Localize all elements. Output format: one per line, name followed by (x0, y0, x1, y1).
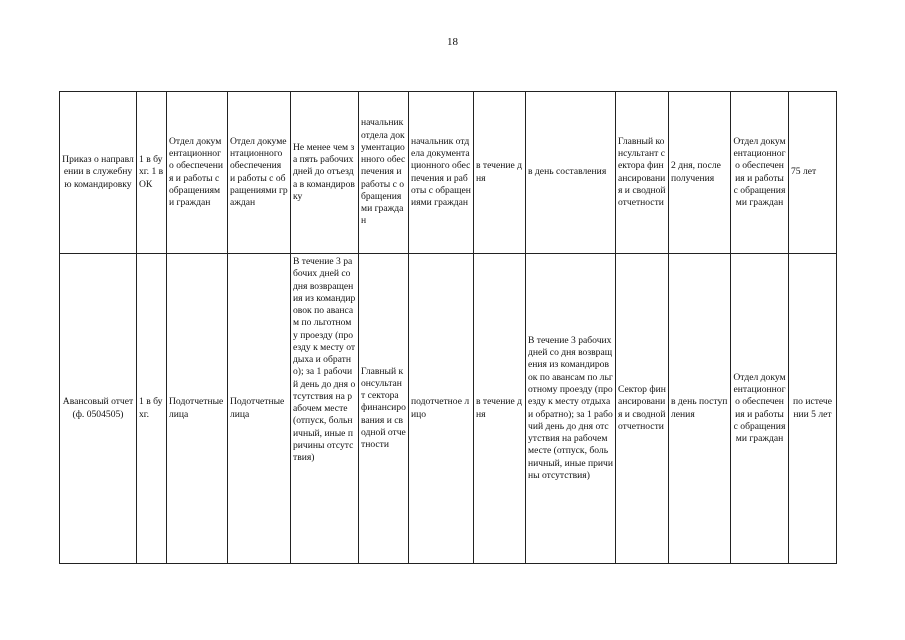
storage-place-cell: Отдел документационного обеспечения и работы с обращениями граждан (731, 92, 789, 254)
submit-time-cell: в день составления (526, 92, 616, 254)
table-row (60, 92, 837, 254)
prepared-by-cell: Отдел документационного обеспечения и работы с обращениями граждан (167, 92, 228, 254)
receive-deadline-cell: в день поступления (669, 254, 731, 564)
copies-cell: 1 в бухг. (137, 254, 167, 564)
checked-by-cell: начальник отдела документационного обеспечения и работы с обращениями граждан (359, 92, 409, 254)
prepared-by-cell: Подотчетные лица (167, 254, 228, 564)
signed-by-cell: начальник отдела документационного обеспечения и работы с обращениями граждан (409, 92, 474, 254)
receive-deadline-cell: 2 дня, после получения (669, 92, 731, 254)
storage-period-cell: 75 лет (789, 92, 837, 254)
storage-period-cell: по истечении 5 лет (789, 254, 837, 564)
checked-by-cell: Главный консультант сектора финансирования и сводной отчетности (359, 254, 409, 564)
table-row (60, 254, 837, 564)
sign-deadline-cell: в течение дня (474, 92, 526, 254)
recipient-cell: Сектор финансирования и сводной отчетности (616, 254, 669, 564)
document-flow-table (59, 91, 837, 564)
submitted-by-cell: Подотчетные лица (228, 254, 291, 564)
sign-deadline-cell: в течение дня (474, 254, 526, 564)
submit-deadline-cell: Не менее чем за пять рабочих дней до отъезда в командировку (291, 92, 359, 254)
doc-name-cell: Приказ о направлении в служебную командировку (60, 92, 137, 254)
doc-name-cell: Авансовый отчет (ф. 0504505) (60, 254, 137, 564)
submit-time-cell: В течение 3 рабочих дней со дня возвращения из командировок по авансам по льготному проезду (проезду к месту отдыха и обратно); за 1 рабочий день до дня отсутствия на рабочем месте (отпуск, больничный, иные причины отсутствия) (526, 254, 616, 564)
recipient-cell: Главный консультант сектора финансирования и сводной отчетности (616, 92, 669, 254)
copies-cell: 1 в бухг. 1 в ОК (137, 92, 167, 254)
storage-place-cell: Отдел документационного обеспечения и работы с обращениями граждан (731, 254, 789, 564)
submit-deadline-cell: В течение 3 рабочих дней со дня возвращения из командировок по авансам по льготному проезду (проезду к месту отдыха и обратно); за 1 рабочий день до дня отсутствия на рабочем месте (отпуск, больничный, иные причины отсутствия) (291, 254, 359, 564)
page-number: 18 (447, 36, 458, 48)
signed-by-cell: подотчетное лицо (409, 254, 474, 564)
submitted-by-cell: Отдел документационного обеспечения и работы с обращениями граждан (228, 92, 291, 254)
